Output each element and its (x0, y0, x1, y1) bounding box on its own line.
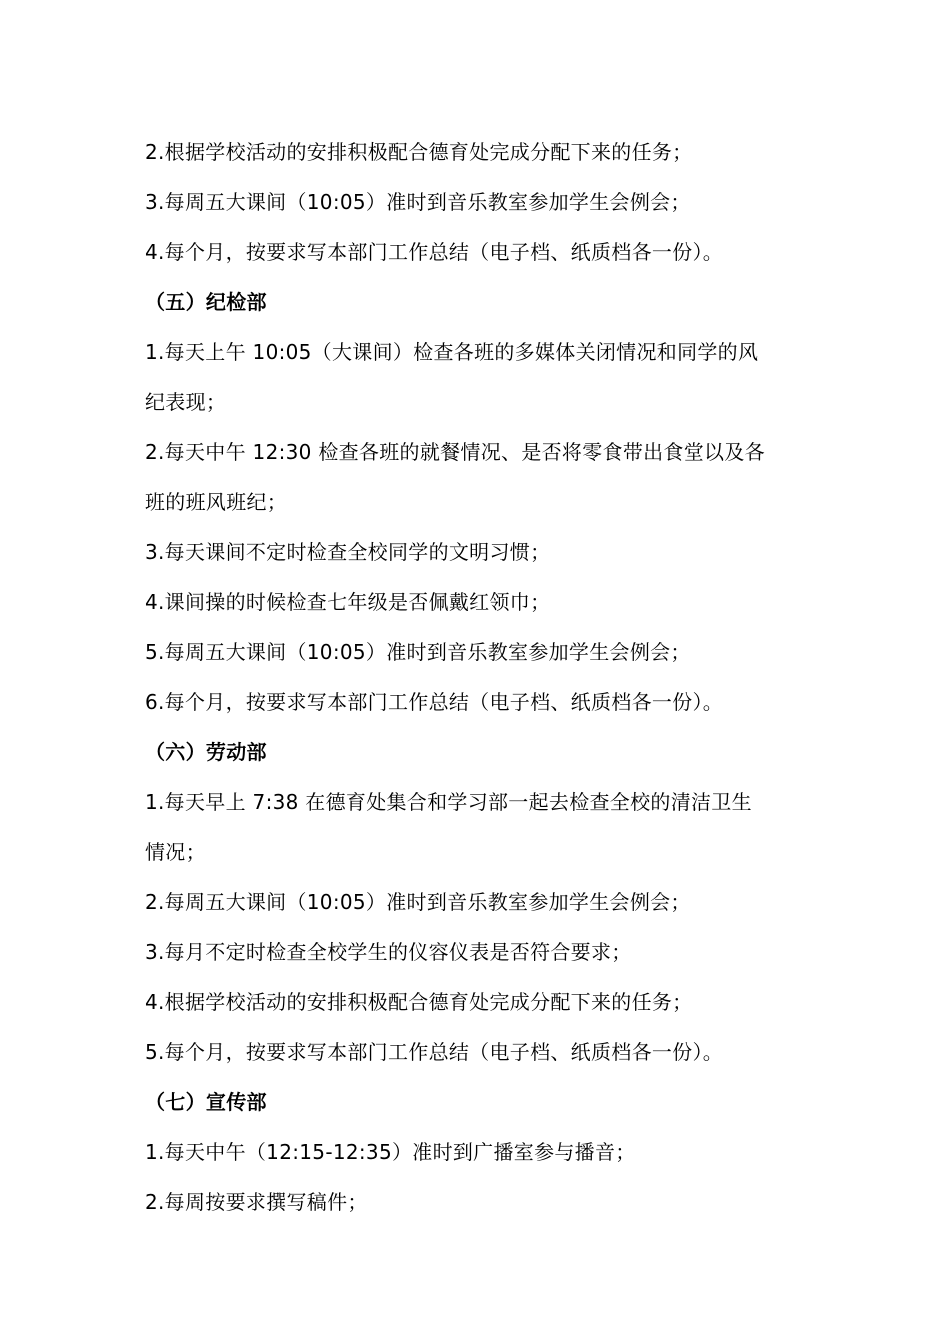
paragraph-line: 2.每周按要求撰写稿件； (145, 1190, 368, 1214)
paragraph-line: 1.每天上午 10:05（大课间）检查各班的多媒体关闭情况和同学的风 (145, 340, 759, 364)
paragraph-line: 4.每个月，按要求写本部门工作总结（电子档、纸质档各一份）。 (145, 240, 724, 264)
paragraph-line: 3.每周五大课间（10:05）准时到音乐教室参加学生会例会； (145, 190, 691, 214)
section-heading: （五）纪检部 (145, 290, 267, 314)
paragraph-line: 3.每天课间不定时检查全校同学的文明习惯； (145, 540, 551, 564)
paragraph-line: 6.每个月，按要求写本部门工作总结（电子档、纸质档各一份）。 (145, 690, 724, 714)
paragraph-line: 5.每个月，按要求写本部门工作总结（电子档、纸质档各一份）。 (145, 1040, 724, 1064)
paragraph-line: 3.每月不定时检查全校学生的仪容仪表是否符合要求； (145, 940, 632, 964)
paragraph-line: 2.每周五大课间（10:05）准时到音乐教室参加学生会例会； (145, 890, 691, 914)
section-heading: （六）劳动部 (145, 740, 267, 764)
paragraph-line: 5.每周五大课间（10:05）准时到音乐教室参加学生会例会； (145, 640, 691, 664)
section-heading: （七）宣传部 (145, 1090, 267, 1114)
paragraph-line: 2.每天中午 12:30 检查各班的就餐情况、是否将零食带出食堂以及各 (145, 440, 765, 464)
paragraph-line: 1.每天中午（12:15-12:35）准时到广播室参与播音； (145, 1140, 636, 1164)
paragraph-line: 2.根据学校活动的安排积极配合德育处完成分配下来的任务； (145, 140, 693, 164)
paragraph-line: 4.根据学校活动的安排积极配合德育处完成分配下来的任务； (145, 990, 693, 1014)
paragraph-line: 4.课间操的时候检查七年级是否佩戴红领巾； (145, 590, 551, 614)
document-body (145, 127, 815, 1227)
paragraph-line: 情况； (145, 840, 206, 864)
paragraph-line: 1.每天早上 7:38 在德育处集合和学习部一起去检查全校的清洁卫生 (145, 790, 752, 814)
paragraph-line: 班的班风班纪； (145, 490, 288, 514)
paragraph-line: 纪表现； (145, 390, 227, 414)
